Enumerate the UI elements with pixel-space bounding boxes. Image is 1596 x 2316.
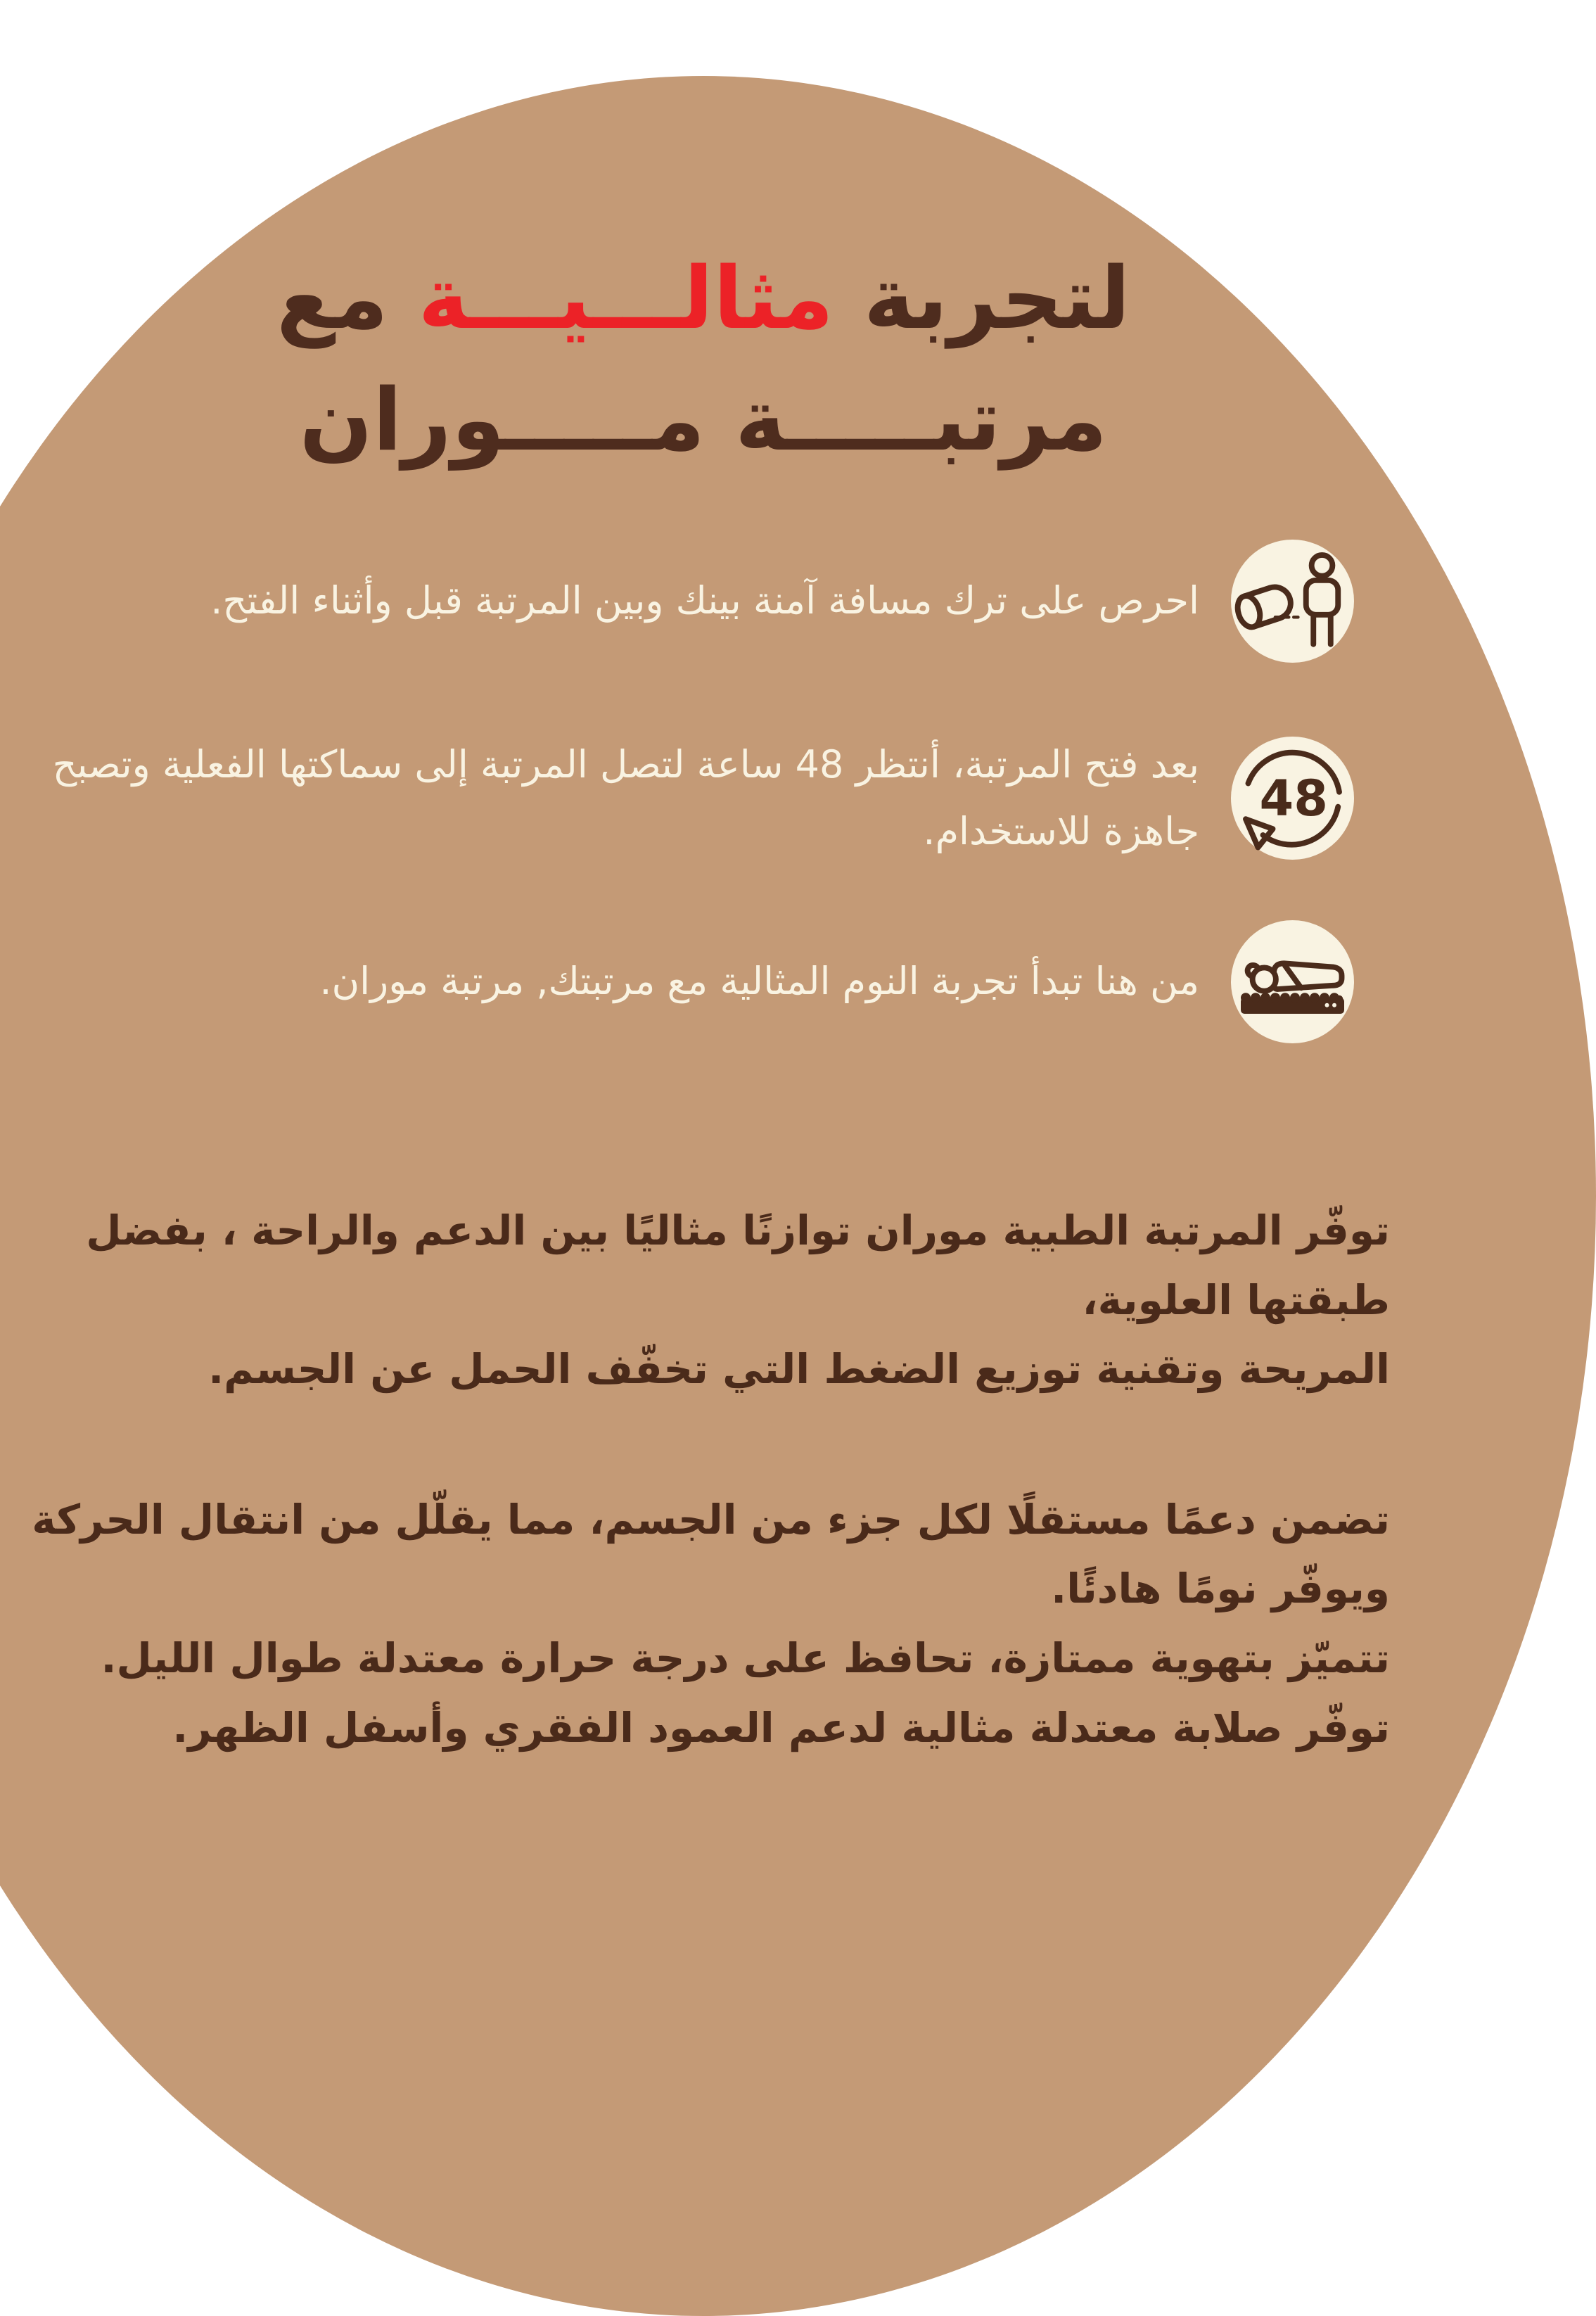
bullet-line: احرص على ترك مسافة آمنة بينك وبين المرتبة قبل وأثناء الفتح. [210,578,1199,623]
48-hours-badge: 48 [1259,770,1328,827]
bullet-line: بعد فتح المرتبة، أنتظر 48 ساعة لتصل المرتبة إلى سماكتها الفعلية [162,742,1199,787]
paragraph-features [17,1485,1390,1762]
title-line-2: مرتبـــــة مـــــوران [299,370,1108,471]
bullet-row-48-hours [42,732,1354,865]
copy-line: تضمن دعمًا مستقلًا لكل جزء من الجسم، مما يقلّل من انتقال الحركة ويوفّر نومًا هادئًا. [32,1495,1390,1613]
title-line-1 [0,238,1407,360]
bullet-line: من هنا تبدأ تجربة النوم المثالية مع مرتبتك, مرتبة موران. [319,959,1199,1004]
bullet-row-perfect-sleep [42,920,1354,1043]
page-title [0,238,1407,481]
bullet-text-safe-distance [42,568,1199,635]
title-line1-prefix: لتجربة [834,248,1130,348]
bullet-line: وتصبح جاهزة للاستخدام. [52,742,1199,853]
bullet-text-48-hours [42,732,1199,865]
48-hours-icon [1231,737,1354,860]
paragraph-balance-support [17,1196,1390,1404]
title-line1-suffix: مع [276,248,419,348]
sleeping-person-icon [1231,920,1354,1043]
copy-line: تتميّز بتهوية ممتازة، تحافظ على درجة حرارة معتدلة طوال الليل. [101,1634,1390,1682]
bullet-row-safe-distance [42,540,1354,663]
safe-distance-icon [1231,540,1354,663]
copy-line: المريحة وتقنية توزيع الضغط التي تخفّف الحمل عن الجسم. [208,1345,1390,1394]
description-section [17,1196,1390,1762]
copy-line: توفّر المرتبة الطبية موران توازنًا مثاليًا بين الدعم والراحة ، بفضل طبقتها العلوية، [86,1207,1390,1324]
bullet-text-perfect-sleep [42,948,1199,1015]
title-line1-highlight: مثالـــيـــة [418,248,834,348]
hero-section [0,0,1407,1105]
copy-line: توفّر صلابة معتدلة مثالية لدعم العمود الفقري وأسفل الظهر. [172,1703,1390,1752]
